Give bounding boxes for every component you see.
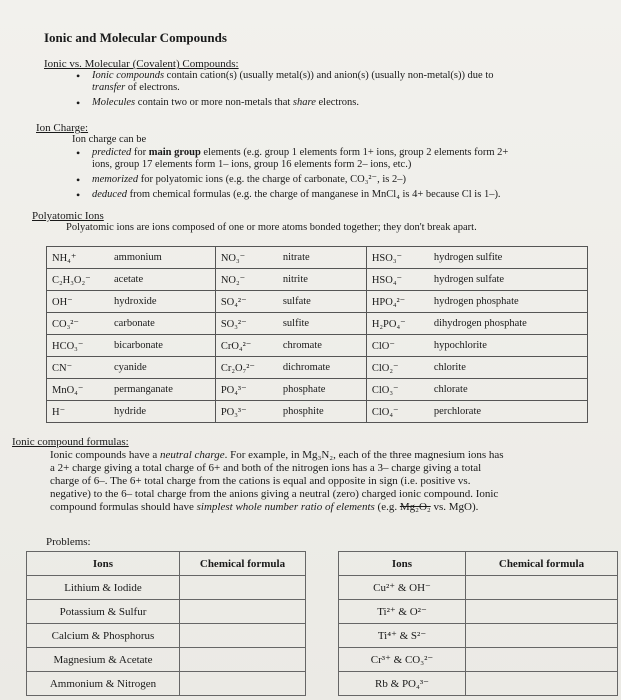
ion-name: nitrite xyxy=(278,269,366,291)
ion-name: perchlorate xyxy=(429,401,588,423)
ions-cell: Rb & PO₄³⁻ xyxy=(339,672,466,696)
ion-formula: SO₃²⁻ xyxy=(215,313,278,335)
bullet-predicted: • predicted for main group elements (e.g. group 1 elements form 1+ ions, group 2 elements form 2+ ions, group 17 elements form 1– ions, group 16 elements form 2– ions, etc.) xyxy=(76,147,596,171)
ion-formula: HSO₄⁻ xyxy=(366,269,429,291)
ion-name: bicarbonate xyxy=(109,335,215,357)
ion-name: hydride xyxy=(109,401,215,423)
problem-right-row xyxy=(339,576,618,600)
ion-name: dihydrogen phosphate xyxy=(429,313,588,335)
ion-name: chlorate xyxy=(429,379,588,401)
ion-formula: OH⁻ xyxy=(47,291,110,313)
ion-formula: PO₃³⁻ xyxy=(215,401,278,423)
ion-formula: ClO₄⁻ xyxy=(366,401,429,423)
ion-formula: NO₃⁻ xyxy=(215,247,278,269)
ion-name: dichromate xyxy=(278,357,366,379)
polyatomic-row xyxy=(47,379,588,401)
ions-cell: Cu²⁺ & OH⁻ xyxy=(339,576,466,600)
polyatomic-row xyxy=(47,313,588,335)
section-ionic-vs-molecular-heading: Ionic vs. Molecular (Covalent) Compounds: xyxy=(44,58,239,70)
formula-answer-cell[interactable] xyxy=(466,600,618,624)
section-polyatomic-heading: Polyatomic Ions xyxy=(32,210,104,222)
ion-formula: HPO₄²⁻ xyxy=(366,291,429,313)
polyatomic-row xyxy=(47,357,588,379)
page-title: Ionic and Molecular Compounds xyxy=(44,30,227,45)
problem-right-row xyxy=(339,648,618,672)
ion-name: cyanide xyxy=(109,357,215,379)
bullet-deduced: • deduced from chemical formulas (e.g. the charge of manganese in MnCl₄ is 4+ because Cl is 1–). xyxy=(76,189,596,201)
ion-formula: SO₄²⁻ xyxy=(215,291,278,313)
polyatomic-intro: Polyatomic ions are ions composed of one or more atoms bonded together; they don't break apart. xyxy=(66,222,477,233)
ion-name: acetate xyxy=(109,269,215,291)
right-header-formula: Chemical formula xyxy=(466,552,618,576)
formula-answer-cell[interactable] xyxy=(180,576,306,600)
ion-name: chromate xyxy=(278,335,366,357)
right-header-ions: Ions xyxy=(339,552,466,576)
ions-cell: Magnesium & Acetate xyxy=(27,648,180,672)
section-ion-charge-list xyxy=(76,147,596,204)
ion-formula: ClO₂⁻ xyxy=(366,357,429,379)
ion-name: hypochlorite xyxy=(429,335,588,357)
ion-name: hydrogen phosphate xyxy=(429,291,588,313)
ion-formula: MnO₄⁻ xyxy=(47,379,110,401)
ion-name: nitrate xyxy=(278,247,366,269)
ion-name: hydroxide xyxy=(109,291,215,313)
bullet-ionic-compounds: • Ionic compounds contain cation(s) (usually metal(s)) and anion(s) (usually non-metal(s)) due to transfer of electrons. xyxy=(76,70,586,94)
polyatomic-row xyxy=(47,291,588,313)
section-ionic-vs-molecular-list xyxy=(76,70,586,112)
problem-left-row xyxy=(27,648,306,672)
ion-name: hydrogen sulfite xyxy=(429,247,588,269)
ion-name: chlorite xyxy=(429,357,588,379)
left-header-ions: Ions xyxy=(27,552,180,576)
polyatomic-row xyxy=(47,335,588,357)
polyatomic-ions-table xyxy=(46,246,588,423)
ion-formula: ClO⁻ xyxy=(366,335,429,357)
polyatomic-row xyxy=(47,247,588,269)
ion-formula: NH₄⁺ xyxy=(47,247,110,269)
ions-cell: Ammonium & Nitrogen xyxy=(27,672,180,696)
ion-formula: C₂H₃O₂⁻ xyxy=(47,269,110,291)
section-ion-charge-heading: Ion Charge: xyxy=(36,122,89,134)
ion-formula: H₂PO₄⁻ xyxy=(366,313,429,335)
ion-formula: CN⁻ xyxy=(47,357,110,379)
ion-name: hydrogen sulfate xyxy=(429,269,588,291)
ion-formula: CO₃²⁻ xyxy=(47,313,110,335)
ion-formula: ClO₃⁻ xyxy=(366,379,429,401)
ion-formula: HSO₃⁻ xyxy=(366,247,429,269)
ion-formula: H⁻ xyxy=(47,401,110,423)
ions-cell: Calcium & Phosphorus xyxy=(27,624,180,648)
ion-formula: PO₄³⁻ xyxy=(215,379,278,401)
ions-cell: Lithium & Iodide xyxy=(27,576,180,600)
ion-name: phosphite xyxy=(278,401,366,423)
ions-cell: Ti⁴⁺ & S²⁻ xyxy=(339,624,466,648)
ion-name: sulfate xyxy=(278,291,366,313)
ion-charge-intro: Ion charge can be xyxy=(72,134,147,145)
formula-answer-cell[interactable] xyxy=(466,672,618,696)
polyatomic-row xyxy=(47,269,588,291)
formula-answer-cell[interactable] xyxy=(466,648,618,672)
formulas-paragraph: Ionic compounds have a neutral charge. For example, in Mg₃N₂, each of the three magnesium ions has a 2+ charge giving a total charge of 6+ and both of the nitrogen ions has a 3– charge giving a total charge of 6–. The 6+ total charge from the cations is equal and opposite in sign (i.e. positive vs. negative) to the 6– total charge from the anions giving a neutral (zero) charged ionic compound. Ionic compound formulas should have simplest whole number ratio of elements (e.g. Mg₂O₂ vs. MgO). xyxy=(50,449,504,513)
problems-label: Problems: xyxy=(46,536,91,548)
formula-answer-cell[interactable] xyxy=(180,648,306,672)
problem-right-row xyxy=(339,600,618,624)
ion-formula: NO₂⁻ xyxy=(215,269,278,291)
ion-name: phosphate xyxy=(278,379,366,401)
ion-formula: HCO₃⁻ xyxy=(47,335,110,357)
ions-cell: Potassium & Sulfur xyxy=(27,600,180,624)
formula-answer-cell[interactable] xyxy=(180,672,306,696)
formula-answer-cell[interactable] xyxy=(180,624,306,648)
problem-left-row xyxy=(27,600,306,624)
ion-formula: Cr₂O₇²⁻ xyxy=(215,357,278,379)
polyatomic-row xyxy=(47,401,588,423)
problem-left-row xyxy=(27,624,306,648)
problem-left-row xyxy=(27,672,306,696)
section-formulas-heading: Ionic compound formulas: xyxy=(12,436,129,448)
ion-formula: CrO₄²⁻ xyxy=(215,335,278,357)
ion-name: ammonium xyxy=(109,247,215,269)
problems-table-left xyxy=(26,551,306,696)
left-header-formula: Chemical formula xyxy=(180,552,306,576)
ions-cell: Cr³⁺ & CO₃²⁻ xyxy=(339,648,466,672)
problems-table-right xyxy=(338,551,618,696)
ion-name: carbonate xyxy=(109,313,215,335)
problem-right-row xyxy=(339,624,618,648)
formula-answer-cell[interactable] xyxy=(466,624,618,648)
formula-answer-cell[interactable] xyxy=(466,576,618,600)
ion-name: sulfite xyxy=(278,313,366,335)
ion-name: permanganate xyxy=(109,379,215,401)
bullet-molecules: • Molecules contain two or more non-metals that share electrons. xyxy=(76,97,586,109)
bullet-memorized: • memorized for polyatomic ions (e.g. the charge of carbonate, CO₃²⁻, is 2–) xyxy=(76,174,596,186)
ions-cell: Ti²⁺ & O²⁻ xyxy=(339,600,466,624)
problem-right-row xyxy=(339,672,618,696)
problem-left-row xyxy=(27,576,306,600)
formula-answer-cell[interactable] xyxy=(180,600,306,624)
